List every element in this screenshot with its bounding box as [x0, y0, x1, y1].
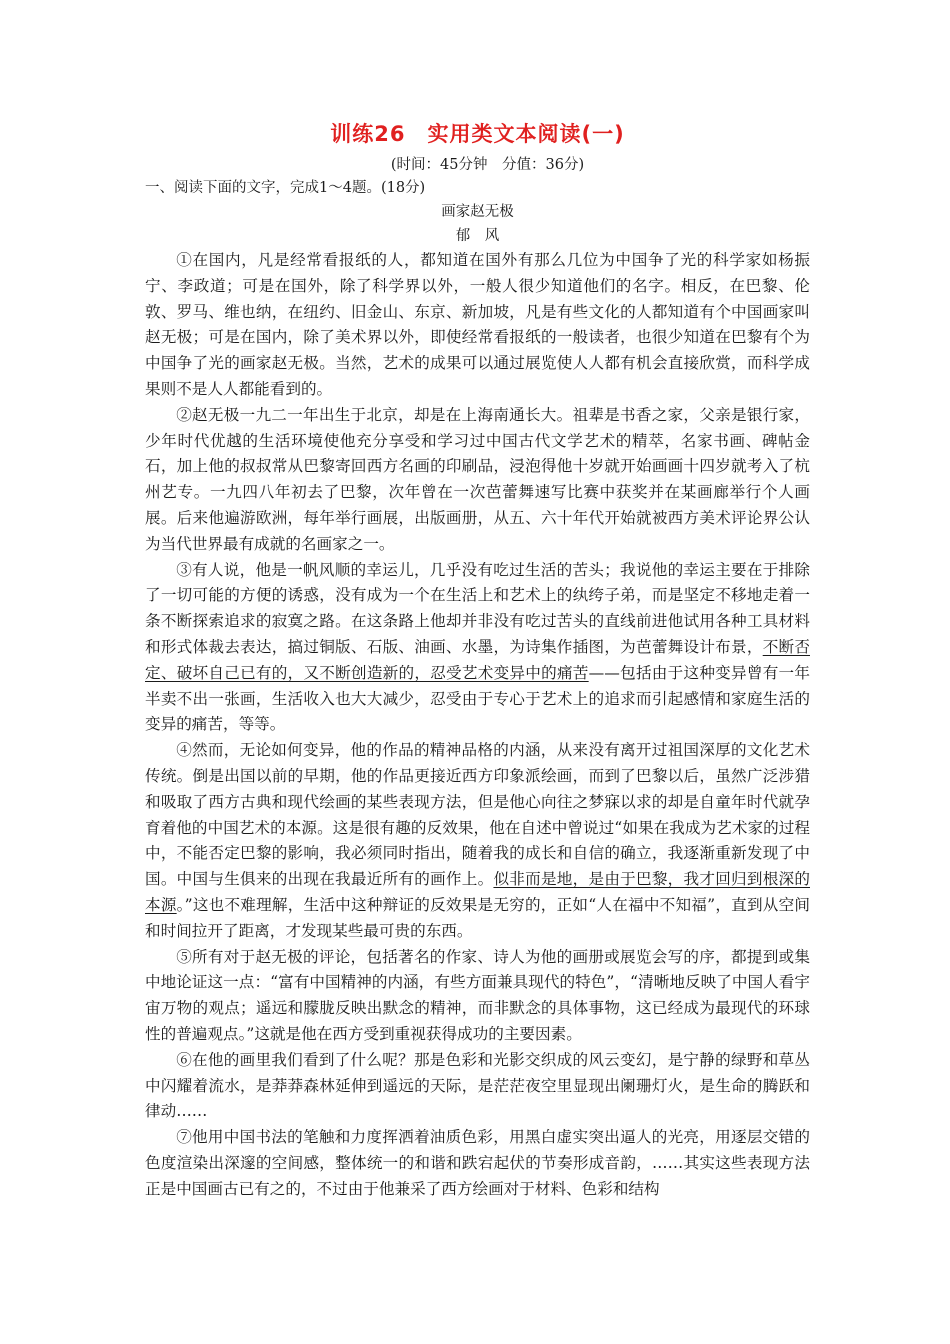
underlined-sentence-2: 似非而是地，是由于巴黎，我才回归到根深的本源	[145, 870, 810, 914]
paragraph-1: ①在国内，凡是经常看报纸的人，都知道在国外有那么几位为中国争了光的科学家如杨振宁、李政道；可是在国外，除了科学界以外，一般人很少知道他们的名字。相反，在巴黎、伦敦、罗马、维也纳，在纽约、旧金山、东京、新加坡，凡是有些文化的人都知道有个中国画家叫赵无极；可是在国内，除了美术界以外，即使经常看报纸的一般读者，也很少知道在巴黎有个为中国争了光的画家赵无极。当然，艺术的成果可以通过展览使人人都有机会直接欣赏，而科学成果则不是人人都能看到的。	[145, 251, 810, 398]
paragraph-5: ⑤所有对于赵无极的评论，包括著名的作家、诗人为他的画册或展览会写的序，都提到或集中地论证这一点：“富有中国精神的内涵，有些方面兼具现代的特色”，“清晰地反映了中国人看宇宙万物的观点；遥远和朦胧反映出默念的精神，而非默念的具体事物，这已经成为最现代的环球性的普遍观点。”这就是他在西方受到重视获得成功的主要因素。	[145, 947, 810, 1043]
underlined-sentence-1: 不断否定、破坏自己已有的，又不断创造新的，忍受艺术变异中的痛苦	[145, 637, 810, 682]
paragraph-3-text-b: ——包括由于这种变异曾有一年半卖不出一张画，生活收入也大大减少，忍受由于专心于艺术上的追求而引起感情和家庭生活的变异的痛苦，等等。	[145, 663, 810, 734]
paragraph-2: ②赵无极一九二一年出生于北京，却是在上海南通长大。祖辈是书香之家，父亲是银行家，少年时代优越的生活环境使他充分享受和学习过中国古代文学艺术的精萃，名家书画、碑帖金石，加上他的叔叔常从巴黎寄回西方名画的印刷品，浸泡得他十岁就开始画画十四岁就考入了杭州艺专。一九四八年初去了巴黎，次年曾在一次芭蕾舞速写比赛中获奖并在某画廊举行个人画展。后来他遍游欧洲，每年举行画展，出版画册，从五、六十年代开始就被西方美术评论界公认为当代世界最有成就的名画家之一。	[145, 405, 810, 553]
paragraph-3-text-a: ③有人说，他是一帆风顺的幸运儿，几乎没有吃过生活的苦头；我说他的幸运主要在于排除了一切可能的方便的诱惑，没有成为一个在生活上和艺术上的纨绔子弟，而是坚定不移地走着一条不断探索追求的寂寞之路。在这条路上他却并非没有吃过苦头的直线前进他试用各种工具材料和形式体裁去表达，搞过铜版、石版、油画、水墨，为诗集作插图，为芭蕾舞设计布景，	[145, 560, 810, 656]
paragraph-4-text-b: 。”这也不难理解，生活中这种辩证的反效果是无穷的，正如“人在福中不知福”，直到从空间和时间拉开了距离，才发现某些最可贵的东西。	[145, 895, 810, 940]
paragraph-3	[145, 558, 810, 739]
question-instruction: 一、阅读下面的文字，完成1～4题。(18分)	[145, 180, 426, 196]
article-author: 郁 风	[455, 228, 500, 244]
paragraph-4	[145, 738, 810, 944]
paragraph-6: ⑥在他的画里我们看到了什么呢？那是色彩和光影交织成的风云变幻，是宁静的绿野和草丛中闪耀着流水，是莽莽森林延伸到遥远的天际，是茫茫夜空里显现出阑珊灯火，是生命的腾跃和律动……	[145, 1050, 810, 1121]
time-and-score: (时间：45分钟 分值：36分)	[390, 157, 585, 173]
paragraph-7: ⑦他用中国书法的笔触和力度挥洒着油质色彩，用黑白虚实突出逼人的光亮，用逐层交错的色度渲染出深邃的空间感，整体统一的和谐和跌宕起伏的节奏形成音韵，……其实这些表现方法正是中国画古已有之的，不过由于他兼采了西方绘画对于材料、色彩和结构	[145, 1128, 810, 1198]
article-title: 画家赵无极	[441, 204, 514, 220]
document-page	[145, 118, 810, 1202]
exercise-title: 训练26 实用类文本阅读(一)	[330, 122, 625, 146]
paragraph-4-text-a: ④然而，无论如何变异，他的作品的精神品格的内涵，从来没有离开过祖国深厚的文化艺术传统。倒是出国以前的早期，他的作品更接近西方印象派绘画，而到了巴黎以后，虽然广泛涉猎和吸取了西方古典和现代绘画的某些表现方法，但是他心向往之梦寐以求的却是自童年时代就孕育着他的中国艺术的本源。这是很有趣的反效果，他在自述中曾说过“如果在我成为艺术家的过程中，不能否定巴黎的影响，我必须同时指出，随着我的成长和自信的确立，我逐渐重新发现了中国。中国与生俱来的出现在我最近所有的画作上。	[145, 741, 810, 889]
